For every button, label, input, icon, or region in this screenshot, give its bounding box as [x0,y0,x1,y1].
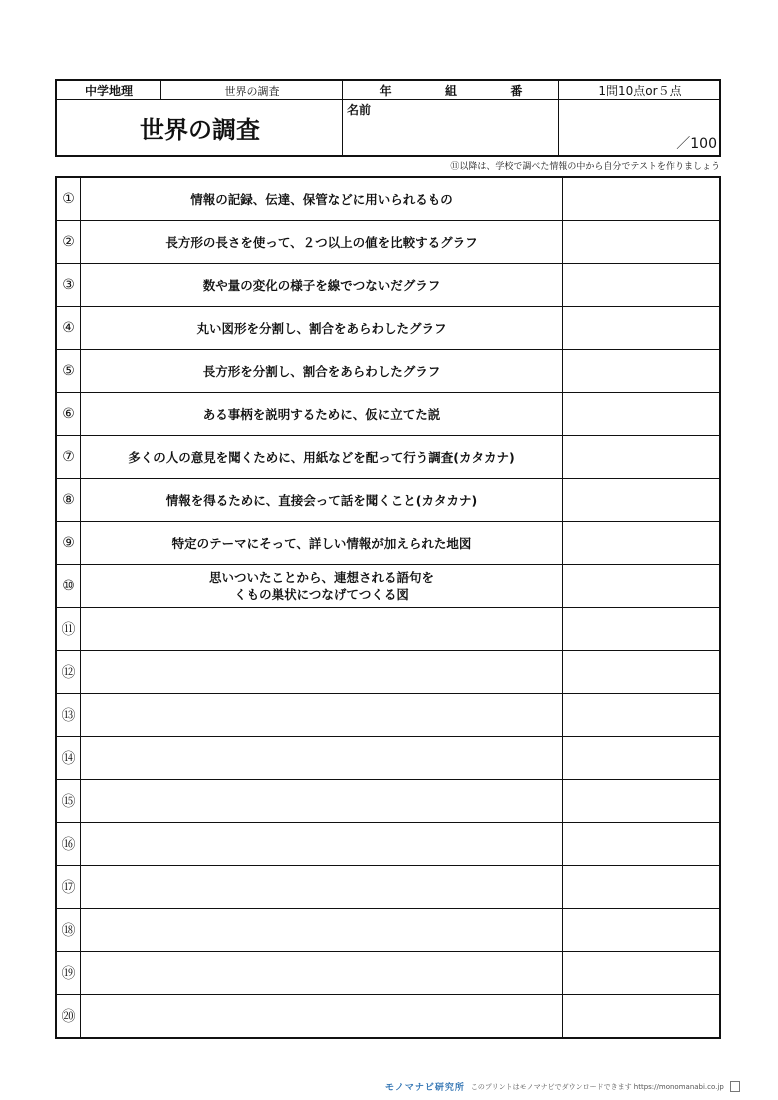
answer-field[interactable] [563,909,719,951]
table-row [57,865,719,908]
table-row [57,349,719,392]
instruction-note: ⑪以降は、学校で調べた情報の中から自分でテストを作りましょう [450,162,720,172]
brand-logo: モノマナビ研究所 [385,1083,465,1093]
question-text[interactable] [81,608,563,650]
question-number: ⑦ [57,436,81,478]
question-number: ⑥ [57,393,81,435]
answer-field[interactable] [563,651,719,693]
seat-number-label: 番 [510,84,523,98]
table-row [57,178,719,220]
answer-field[interactable] [563,866,719,908]
answer-field[interactable] [563,264,719,306]
answer-field[interactable] [563,436,719,478]
question-number: ⑮ [57,780,81,822]
question-number: ③ [57,264,81,306]
table-row [57,521,719,564]
table-row [57,392,719,435]
divider [342,81,343,155]
table-row [57,564,719,607]
question-text[interactable] [81,866,563,908]
table-row [57,994,719,1037]
divider [57,99,719,100]
table-row [57,607,719,650]
table-row [57,478,719,521]
question-number: ⑩ [57,565,81,607]
answer-field[interactable] [563,350,719,392]
question-number: ⑯ [57,823,81,865]
question-text[interactable] [81,909,563,951]
question-text: 思いついたことから、連想される語句を くもの巣状につなげてつくる図 [81,565,563,607]
footer [385,1080,775,1093]
answer-field[interactable] [563,780,719,822]
question-number: ⑭ [57,737,81,779]
question-number: ⑲ [57,952,81,994]
answer-field[interactable] [563,178,719,220]
question-number: ⑰ [57,866,81,908]
class-fields[interactable] [343,81,559,100]
page-title: 世界の調査 [140,116,260,144]
question-text[interactable] [81,651,563,693]
table-row [57,306,719,349]
year-label: 年 [379,84,392,98]
class-label: 組 [444,84,457,98]
subtitle-label: 世界の調査 [224,84,280,98]
question-text: ある事柄を説明するために、仮に立てた説 [81,393,563,435]
answer-field[interactable] [563,608,719,650]
question-number: ⑧ [57,479,81,521]
question-number: ① [57,178,81,220]
name-field[interactable] [345,117,557,153]
answer-field[interactable] [563,307,719,349]
question-text[interactable] [81,737,563,779]
table-row [57,650,719,693]
question-text: 丸い図形を分割し、割合をあらわしたグラフ [81,307,563,349]
footer-text[interactable]: このプリントはモノマナビでダウンロードできます https://monomanabi.co.jp [470,1082,724,1091]
answer-field[interactable] [563,565,719,607]
question-text: 長方形の長さを使って、２つ以上の値を比較するグラフ [81,221,563,263]
score-box[interactable]: ／100 [676,136,717,152]
question-text[interactable] [81,995,563,1037]
table-row [57,822,719,865]
table-row [57,951,719,994]
answer-field[interactable] [563,522,719,564]
table-row [57,263,719,306]
question-number: ④ [57,307,81,349]
table-row [57,736,719,779]
question-number: ⑬ [57,694,81,736]
question-number: ⑨ [57,522,81,564]
answer-field[interactable] [563,393,719,435]
table-row [57,779,719,822]
divider [160,81,161,100]
divider [558,81,559,155]
question-number: ② [57,221,81,263]
header-block [55,79,721,157]
question-number: ⑱ [57,909,81,951]
question-text: 多くの人の意見を聞くために、用紙などを配って行う調査(カタカナ) [81,436,563,478]
table-row [57,220,719,263]
question-table [55,176,721,1039]
question-text: 長方形を分割し、割合をあらわしたグラフ [81,350,563,392]
answer-field[interactable] [563,694,719,736]
answer-field[interactable] [563,995,719,1037]
table-row [57,435,719,478]
scoring-label: 1問10点or５点 [598,84,682,98]
answer-field[interactable] [563,737,719,779]
question-number: ⑪ [57,608,81,650]
answer-field[interactable] [563,479,719,521]
answer-field[interactable] [563,823,719,865]
question-text[interactable] [81,952,563,994]
question-number: ⑫ [57,651,81,693]
subject-label: 中学地理 [84,84,133,98]
question-text: 特定のテーマにそって、詳しい情報が加えられた地図 [81,522,563,564]
question-text: 数や量の変化の様子を線でつないだグラフ [81,264,563,306]
table-row [57,693,719,736]
question-text: 情報を得るために、直接会って話を聞くこと(カタカナ) [81,479,563,521]
footer-box [730,1081,740,1092]
question-text[interactable] [81,694,563,736]
question-number: ⑤ [57,350,81,392]
question-text: 情報の記録、伝達、保管などに用いられるもの [81,178,563,220]
name-label: 名前 [347,102,372,117]
answer-field[interactable] [563,221,719,263]
table-row [57,908,719,951]
answer-field[interactable] [563,952,719,994]
question-text[interactable] [81,780,563,822]
question-number: ⑳ [57,995,81,1037]
question-text[interactable] [81,823,563,865]
